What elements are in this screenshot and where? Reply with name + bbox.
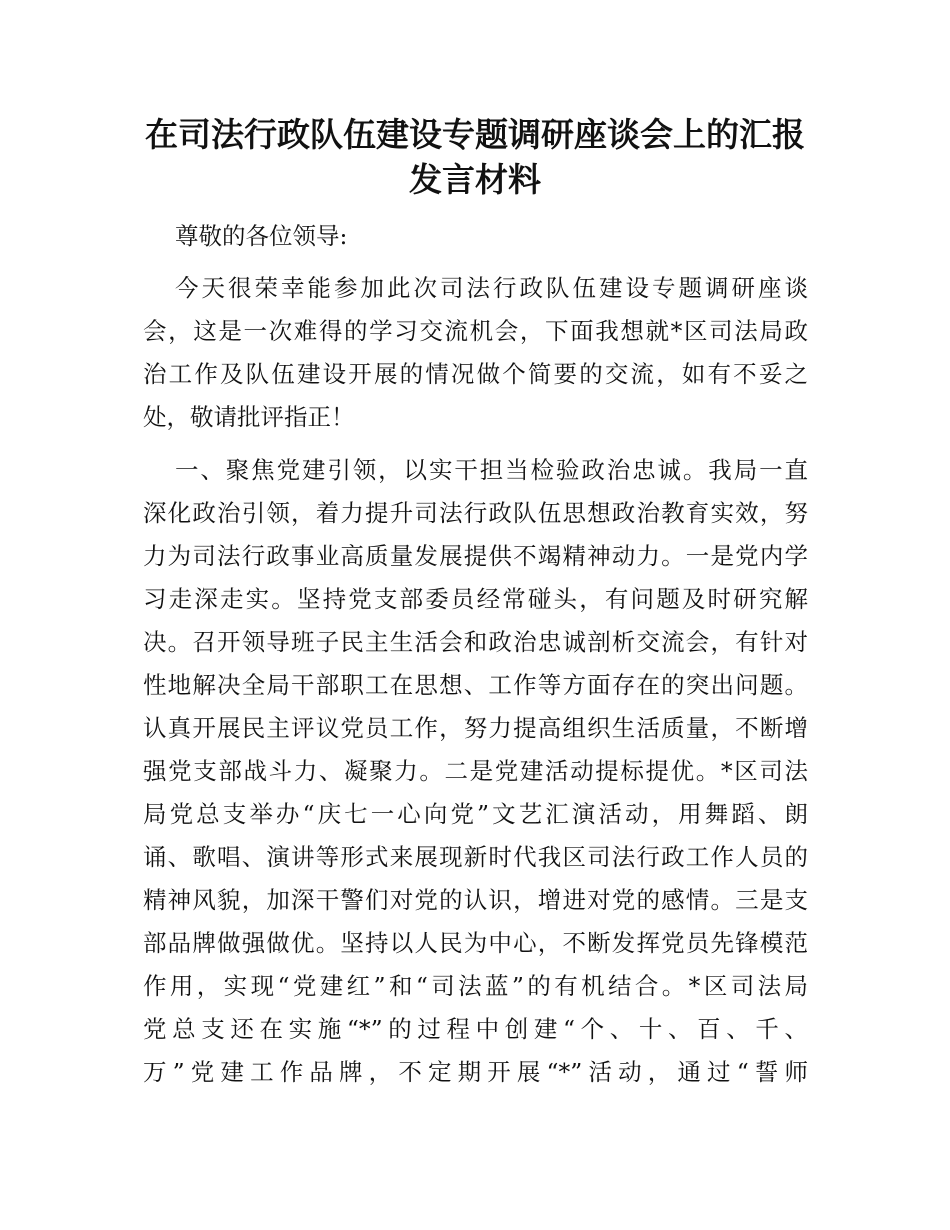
paragraph-2-line: 局党总支举办“庆七一心向党”文艺汇演活动，用舞蹈、朗: [143, 800, 808, 828]
paragraph-2-line: 习走深走实。坚持党支部委员经常碰头，有问题及时研究解: [143, 585, 808, 613]
salutation: 尊敬的各位领导:: [175, 222, 348, 250]
paragraph-2-line: 党总支还在实施“*”的过程中创建“个、十、百、千、: [143, 1015, 808, 1043]
paragraph-2-line: 深化政治引领，着力提升司法行政队伍思想政治教育实效，努: [143, 499, 808, 527]
paragraph-2-line: 决。召开领导班子民主生活会和政治忠诚剖析交流会，有针对: [143, 628, 808, 656]
paragraph-2-line: 诵、歌唱、演讲等形式来展现新时代我区司法行政工作人员的: [143, 843, 808, 871]
paragraph-2-line: 部品牌做强做优。坚持以人民为中心，不断发挥党员先锋模范: [143, 929, 808, 957]
paragraph-1-line: 处，敬请批评指正！: [143, 403, 355, 431]
document-title-line-1: 在司法行政队伍建设专题调研座谈会上的汇报: [145, 115, 805, 154]
paragraph-1-line: 今天很荣幸能参加此次司法行政队伍建设专题调研座谈: [175, 274, 808, 302]
paragraph-2-line: 万”党建工作品牌，不定期开展“*”活动，通过“誓师: [143, 1058, 808, 1086]
document-title-line-2: 发言材料: [409, 160, 541, 199]
paragraph-2-line: 性地解决全局干部职工在思想、工作等方面存在的突出问题。: [143, 671, 808, 699]
paragraph-2-line: 力为司法行政事业高质量发展提供不竭精神动力。一是党内学: [143, 542, 808, 570]
paragraph-2-line: 一、聚焦党建引领，以实干担当检验政治忠诚。我局一直: [175, 456, 808, 484]
paragraph-2-line: 精神风貌，加深干警们对党的认识，增进对党的感情。三是支: [143, 886, 808, 914]
paragraph-1-line: 治工作及队伍建设开展的情况做个简要的交流，如有不妥之: [143, 360, 808, 388]
paragraph-2-line: 作用，实现“党建红”和“司法蓝”的有机结合。*区司法局: [143, 972, 808, 1000]
paragraph-1-line: 会，这是一次难得的学习交流机会，下面我想就*区司法局政: [143, 317, 808, 345]
paragraph-2-line: 强党支部战斗力、凝聚力。二是党建活动提标提优。*区司法: [143, 757, 808, 785]
paragraph-2-line: 认真开展民主评议党员工作，努力提高组织生活质量，不断增: [143, 714, 808, 742]
